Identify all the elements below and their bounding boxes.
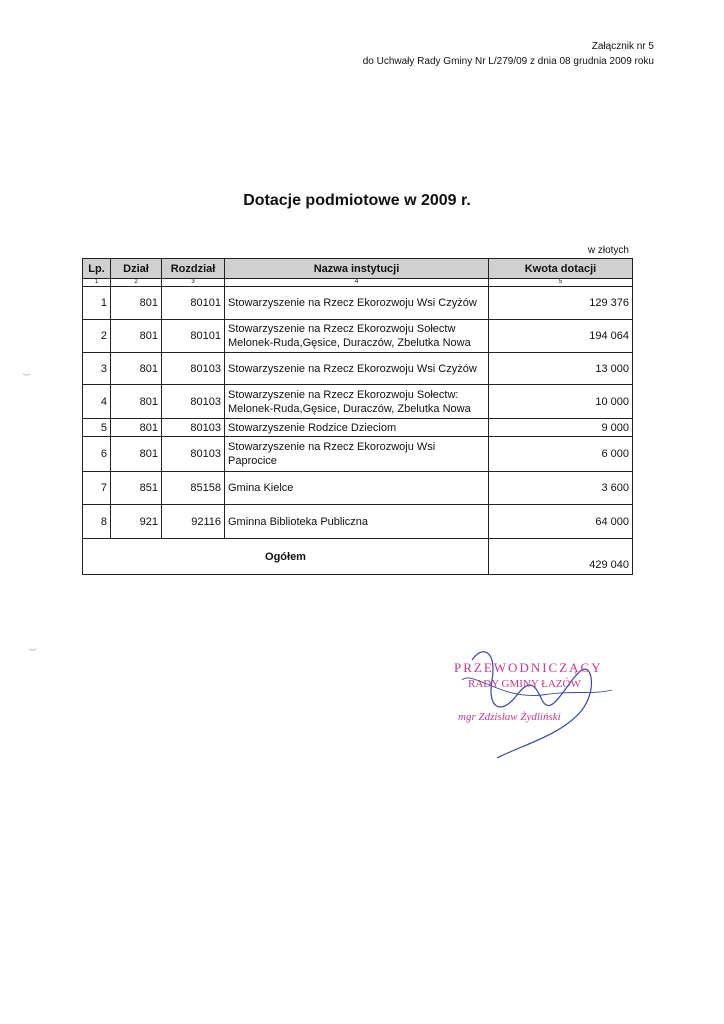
cell-nazwa: Stowarzyszenie Rodzice Dzieciom — [225, 419, 489, 437]
column-number: 1 — [83, 279, 111, 287]
col-header-dzial: Dział — [111, 259, 162, 279]
cell-kwota: 13 000 — [489, 353, 633, 385]
column-number: 5 — [489, 279, 633, 287]
cell-lp: 3 — [83, 353, 111, 385]
col-header-lp: Lp. — [83, 259, 111, 279]
cell-dzial: 801 — [111, 419, 162, 437]
resolution-reference: do Uchwały Rady Gminy Nr L/279/09 z dnia 08 grudnia 2009 roku — [362, 56, 654, 67]
total-row — [83, 539, 633, 575]
cell-rozdzial: 92116 — [162, 505, 225, 539]
cell-rozdzial: 80103 — [162, 385, 225, 419]
cell-rozdzial: 80103 — [162, 353, 225, 385]
subsidy-table — [82, 258, 633, 575]
cell-dzial: 801 — [111, 437, 162, 472]
col-header-rozdzial: Rozdział — [162, 259, 225, 279]
table-row — [83, 419, 633, 437]
col-header-kwota: Kwota dotacji — [489, 259, 633, 279]
cell-rozdzial: 80103 — [162, 437, 225, 472]
cell-rozdzial: 80101 — [162, 287, 225, 320]
cell-kwota: 10 000 — [489, 385, 633, 419]
cell-lp: 8 — [83, 505, 111, 539]
annex-number: Załącznik nr 5 — [591, 41, 654, 52]
cell-lp: 7 — [83, 472, 111, 505]
cell-lp: 6 — [83, 437, 111, 472]
cell-kwota: 64 000 — [489, 505, 633, 539]
cell-nazwa: Stowarzyszenie na Rzecz Ekorozwoju Wsi Paprocice — [225, 437, 489, 472]
cell-dzial: 851 — [111, 472, 162, 505]
table-row — [83, 505, 633, 539]
page-title: Dotacje podmiotowe w 2009 r. — [243, 192, 471, 209]
table-row — [83, 353, 633, 385]
scan-mark: ⌣ — [22, 365, 32, 381]
cell-nazwa: Stowarzyszenie na Rzecz Ekorozwoju Sołectw Melonek-Ruda,Gęsice, Duraczów, Zbelutka Nowa — [225, 320, 489, 353]
col-header-nazwa: Nazwa instytucji — [225, 259, 489, 279]
cell-nazwa: Gmina Kielce — [225, 472, 489, 505]
stamp-title: PRZEWODNICZĄCY — [454, 660, 603, 675]
cell-lp: 1 — [83, 287, 111, 320]
cell-nazwa: Stowarzyszenie na Rzecz Ekorozwoju Wsi Czyżów — [225, 287, 489, 320]
table-row — [83, 385, 633, 419]
cell-nazwa: Stowarzyszenie na Rzecz Ekorozwoju Sołectw: Melonek-Ruda,Gęsice, Duraczów, Zbelutka Nowa — [225, 385, 489, 419]
cell-lp: 2 — [83, 320, 111, 353]
cell-kwota: 6 000 — [489, 437, 633, 472]
total-label: Ogółem — [83, 539, 489, 575]
cell-dzial: 801 — [111, 320, 162, 353]
cell-lp: 5 — [83, 419, 111, 437]
cell-rozdzial: 80101 — [162, 320, 225, 353]
stamp-name: mgr Zdzisław Żydliński — [458, 711, 561, 723]
stamp-council: RADY GMINY ŁAZÓW — [468, 678, 581, 690]
scan-mark: ⌣ — [28, 640, 38, 656]
cell-kwota: 3 600 — [489, 472, 633, 505]
cell-dzial: 801 — [111, 287, 162, 320]
cell-nazwa: Stowarzyszenie na Rzecz Ekorozwoju Wsi Czyżów — [225, 353, 489, 385]
cell-dzial: 801 — [111, 353, 162, 385]
column-number: 3 — [162, 279, 225, 287]
cell-kwota: 9 000 — [489, 419, 633, 437]
column-number: 4 — [225, 279, 489, 287]
table-row — [83, 437, 633, 472]
cell-dzial: 921 — [111, 505, 162, 539]
cell-rozdzial: 80103 — [162, 419, 225, 437]
cell-kwota: 194 064 — [489, 320, 633, 353]
signature-mark — [442, 640, 642, 760]
table-row — [83, 287, 633, 320]
total-value: 429 040 — [489, 539, 633, 575]
cell-kwota: 129 376 — [489, 287, 633, 320]
table-row — [83, 320, 633, 353]
column-number: 2 — [111, 279, 162, 287]
cell-dzial: 801 — [111, 385, 162, 419]
cell-lp: 4 — [83, 385, 111, 419]
currency-unit: w złotych — [587, 245, 629, 256]
cell-rozdzial: 85158 — [162, 472, 225, 505]
column-number-row — [83, 279, 633, 287]
table-row — [83, 472, 633, 505]
table-header-row — [83, 259, 633, 279]
cell-nazwa: Gminna Biblioteka Publiczna — [225, 505, 489, 539]
